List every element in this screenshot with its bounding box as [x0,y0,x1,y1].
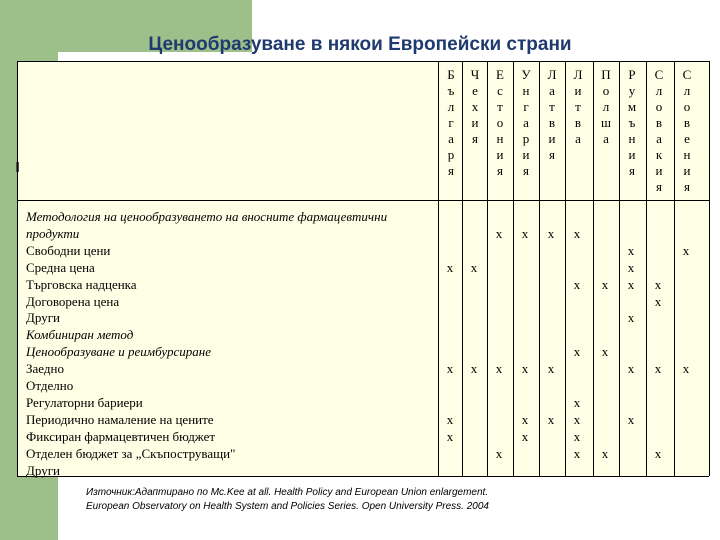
source-note [86,486,489,514]
table-cell-mark: x [495,225,503,241]
table-vertical-line [462,61,463,476]
table-cell-mark: x [573,344,581,360]
table-cell-mark: x [446,259,454,275]
table-row-label: Заедно [26,361,64,377]
table-cell-mark: x [521,361,529,377]
table-row-label: Фиксиран фармацевтичен бюджет [26,428,216,444]
table-cell-mark: x [601,344,609,360]
table-row-label: продукти [26,225,80,241]
table-vertical-line [487,61,488,476]
table-vertical-line [709,61,710,476]
table-cell-mark: x [521,411,529,427]
table-cell-mark: x [547,411,555,427]
table-row-label: Отделен бюджет за „Скъпоструващи" [26,445,236,461]
country-header: Е с т о н и я [496,67,504,178]
table-cell-mark: x [470,259,478,275]
table-cell-mark: x [446,428,454,444]
table-row-label: Регулаторни бариери [26,394,143,410]
table-cell-mark: x [654,361,662,377]
table-cell-mark: x [547,225,555,241]
table-row-label: Ценообразуване и реимбурсиране [26,344,212,360]
table-row-label: Отделно [26,378,74,393]
table-row-label: Други [26,462,60,478]
table-cell-mark: x [446,411,454,427]
source-line-2: European Observatory on Health System and Policies Series. Open University Press. 2004 [86,501,489,512]
table-cell-mark: x [573,428,581,444]
country-header: Л и т в а [573,67,583,146]
table-cell-mark: x [495,361,503,377]
table-cell-mark: x [627,242,635,258]
table-cell-mark: x [446,361,454,377]
slide-title: Ценообразуване в някои Европейски страни [148,34,572,55]
table-row-label: Други [26,310,60,326]
table-horizontal-line [17,61,709,62]
table-horizontal-line [17,200,709,201]
table-row-label: Търговска надценка [26,276,137,292]
country-header: Р у м ъ н и я [627,67,637,178]
country-header: Ч е х и я [470,67,480,146]
country-header: С л о в а к и я [654,67,664,194]
country-header: У н г а р и я [521,67,531,178]
table-cell-mark: x [654,293,662,309]
table-row-label: Комбиниран метод [26,327,134,343]
country-header: Л а т в и я [547,67,557,162]
table-vertical-line [438,61,439,476]
table-cell-mark: x [547,361,555,377]
table-cell-mark: x [627,259,635,275]
country-header: П о л ш а [600,67,611,146]
table-row-label: Методология на ценообразуването на вносните фармацевтични [26,209,388,224]
table-row-label: Свободни цени [26,242,111,258]
table-cell-mark: x [495,445,503,461]
table-cell-mark: x [627,411,635,427]
table-cell-mark: x [601,276,609,292]
table-cell-mark: x [521,428,529,444]
table-cell-mark: x [627,361,635,377]
table-cell-mark: x [521,225,529,241]
table-cell-mark: x [573,225,581,241]
source-line-1: Източник:Адаптирано по Mc.Kee at all. Health Policy and European Union enlargement. [86,487,489,498]
table-cell-mark: x [627,276,635,292]
table-vertical-line [565,61,566,476]
table-cell-mark: x [682,361,690,377]
table-cell-mark: x [627,310,635,326]
table-cell-mark: x [573,276,581,292]
table-vertical-line [619,61,620,476]
table-cell-mark: x [601,445,609,461]
table-vertical-line [513,61,514,476]
table-vertical-line [539,61,540,476]
table-vertical-line [593,61,594,476]
table-cell-mark: x [573,445,581,461]
table-cell-mark: x [470,361,478,377]
table-row-label: Средна цена [26,259,95,275]
country-header: С л о в е н и я [682,67,692,194]
table-cell-mark: x [682,242,690,258]
table-row-label: Договорена цена [26,293,120,309]
table-cell-mark: x [573,411,581,427]
table-vertical-line [674,61,675,476]
table-cell-mark: x [573,394,581,410]
country-header: Б ъ л г а р я [447,67,455,178]
table-row-label: Периодично намаление на цените [26,411,214,427]
table-cell-mark: x [654,276,662,292]
table-cell-mark: x [654,445,662,461]
table-vertical-line [646,61,647,476]
table-vertical-line [17,61,18,476]
